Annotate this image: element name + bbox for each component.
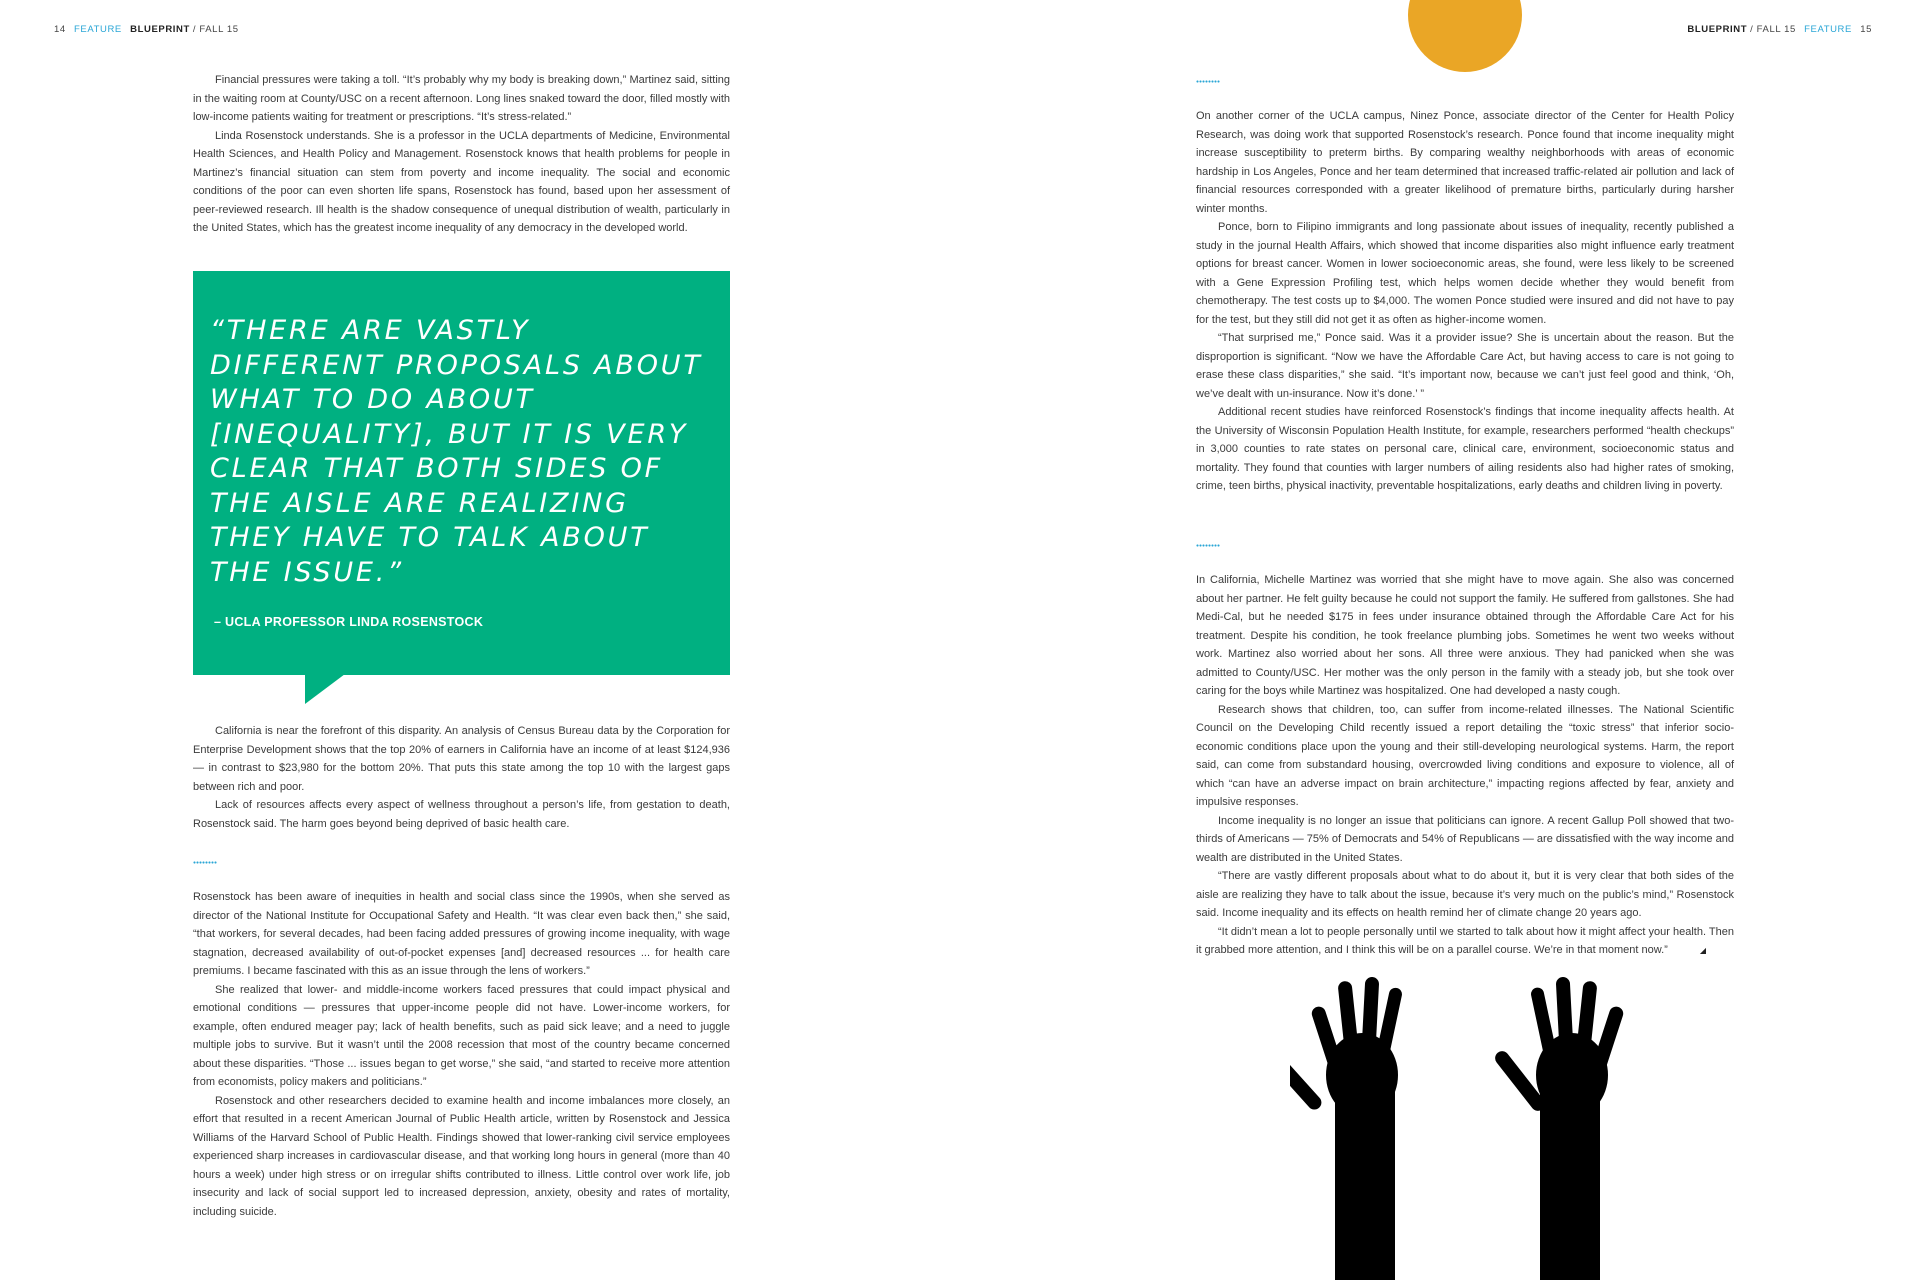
- paragraph: “There are vastly different proposals about what to do about it, but it is very clear that both sides of the aisle are realizing they have to talk about the issue, because it’s very much on the public’s mind,” Rosenstock said. Income inequality and its effects on health remind her of climate change 20 years ago.: [1196, 870, 1734, 919]
- left-column-middle-text: [193, 722, 730, 833]
- issue-label-right: / FALL 15: [1750, 24, 1796, 35]
- paragraph: Rosenstock and other researchers decided to examine health and income imbalances more closely, an effort that resulted in a recent American Journal of Public Health article, written by Rosenstock and Jessica Williams of the Harvard School of Public Health. Findings showed that lower-ranking civil service employees experienced sharp increases in cardiovascular disease, and that working long hours in general (more than 40 hours a week) under high stress or on irregular shifts contributed to illness. Little control over work life, job insecurity and lack of social support led to increased depression, anxiety, obesity and rates of mortality, including suicide.: [193, 1094, 730, 1218]
- sun-circle-illustration: [1408, 0, 1522, 72]
- paragraph: Lack of resources affects every aspect of wellness throughout a person’s life, from gestation to death, Rosenstock said. The harm goes beyond being deprived of basic health care.: [193, 799, 730, 830]
- right-column-top-text: [1196, 107, 1734, 496]
- paragraph: Ponce, born to Filipino immigrants and long passionate about issues of inequality, recently published a study in the journal Health Affairs, which showed that income disparities also might influence early treatment options for breast cancer. Women in lower socioeconomic areas, she found, were less likely to be screened with a Gene Expression Profiling test, which helps women decide whether they would benefit from chemotherapy. The test costs up to $4,000. The women Ponce studied were insured and did not have to pay for the test, but they still did not get it as often as higher-income women.: [1196, 221, 1734, 326]
- magazine-name-left: BLUEPRINT: [130, 24, 190, 35]
- paragraph: California is near the forefront of this disparity. An analysis of Census Bureau data by the Corporation for Enterprise Development shows that the top 20% of earners in California have an income of at least $124,936 — in contrast to $23,980 for the bottom 20%. That puts this state among the top 10 with the largest gaps between rich and poor.: [193, 725, 730, 793]
- paragraph: Income inequality is no longer an issue that politicians can ignore. A recent Gallup Poll showed that two-thirds of Americans — 75% of Democrats and 54% of Republicans — are dissatisfied with the way income and wealth are distributed in the United States.: [1196, 814, 1734, 864]
- left-column-bottom-text: [193, 888, 730, 1221]
- section-divider-dots: [1196, 80, 1220, 83]
- paragraph: Research shows that children, too, can suffer from income-related illnesses. The National Scientific Council on the Developing Child recently issued a report detailing the “toxic stress” that inferior socio-economic conditions place upon the young and their still-developing neurological systems. Harm, the report said, can come from substandard housing, overcrowded living conditions and exposure to violence, all of which “can have an adverse impact on brain architecture,” impacting regions affected by fear, anxiety and impulsive responses.: [1196, 703, 1734, 808]
- section-label-right: FEATURE: [1804, 24, 1852, 35]
- paragraph-text: “It didn’t mean a lot to people personally until we started to talk about how it might affect your health. Then it grabbed more attention, and I think this will be on a parallel course. We’re in that moment now.”: [1196, 925, 1734, 956]
- right-hand-icon: [1492, 977, 1625, 1280]
- paragraph: “That surprised me,” Ponce said. Was it a provider issue? She is uncertain about the reason. But the disproportion is significant. “Now we have the Affordable Care Act, but having access to care is not going to erase these class disparities,” she said. “It’s important now, because we can’t just feel good and think, ‘Oh, we’ve dealt with un-insurance. Now it’s done.’ ”: [1196, 332, 1734, 400]
- magazine-name-right: BLUEPRINT: [1687, 24, 1748, 35]
- paragraph: Financial pressures were taking a toll. “It’s probably why my body is breaking down,” Martinez said, sitting in the waiting room at County/USC on a recent afternoon. Long lines snaked toward the door, filled mostly with low-income patients waiting for treatment or prescriptions. “It’s stress-related.”: [193, 74, 730, 123]
- left-hand-icon: [1290, 977, 1403, 1280]
- pull-quote-tail: [305, 674, 345, 704]
- paragraph: She realized that lower- and middle-income workers faced pressures that could impact physical and emotional conditions — pressures that upper-income people did not have. Lower-income workers, for example, often endured meager pay; lack of health benefits, such as paid sick leave; and a need to juggle multiple jobs to survive. But it wasn’t until the 2008 recession that most of the country became concerned about these disparities. “Those ... issues began to get worse,” she said, “and started to receive more attention from economists, policy makers and politicians.”: [193, 983, 730, 1088]
- paragraph: On another corner of the UCLA campus, Ninez Ponce, associate director of the Center for Health Policy Research, was doing work that supported Rosenstock’s research. Ponce found that income inequality might increase susceptibility to preterm births. By comparing wealthy neighborhoods with areas of economic hardship in Los Angeles, Ponce and her team determined that increased traffic-related air pollution and lack of financial resources corresponded with a greater likelihood of premature births, particularly during harsher winter months.: [1196, 110, 1734, 215]
- paragraph: Rosenstock has been aware of inequities in health and social class since the 1990s, when she served as director of the National Institute for Occupational Safety and Health. “It was clear even back then,” she said, “that workers, for several decades, had been facing added pressures of growing income inequality, with wage stagnation, decreased availability of out-of-pocket expenses [and] decreased resources ... for health care premiums. I became fascinated with this as an issue through the lens of workers.”: [193, 891, 730, 977]
- page-header-left: [54, 24, 239, 35]
- paragraph: Additional recent studies have reinforced Rosenstock’s findings that income inequality affects health. At the University of Wisconsin Population Health Institute, for example, researchers performed “health checkups” in 3,000 counties to rate states on personal care, clinical care, environment, socioeconomic status and mortality. They found that counties with larger numbers of ailing residents also had higher rates of smoking, crime, teen births, physical inactivity, preventable hospitalizations, early deaths and children living in poverty.: [1196, 406, 1734, 492]
- issue-label-left: / FALL 15: [192, 24, 239, 35]
- page-number-left: 14: [54, 24, 66, 35]
- section-divider-dots: [193, 861, 217, 864]
- section-label-left: FEATURE: [74, 24, 122, 35]
- paragraph: In California, Michelle Martinez was worried that she might have to move again. She also was concerned about her partner. He felt guilty because he could not support the family. He suffered from gallstones. She had Medi-Cal, but he needed $175 in fees under insurance obtained through the Affordable Care Act for his treatment. Despite his condition, he took freelance plumbing jobs. Sometimes he went two weeks without work. Martinez also worried about her sons. All three were anxious. They had panicked when she was admitted to County/USC. Her mother was the only person in the family with a steady job, but she took over caring for the boys while Martinez was hospitalized. One had developed a nasty cough.: [1196, 574, 1734, 697]
- right-column-bottom-text: [1196, 571, 1734, 961]
- pull-quote-text: “THERE ARE VASTLY DIFFERENT PROPOSALS ABOUT WHAT TO DO ABOUT [INEQUALITY], BUT IT IS VERY CLEAR THAT BOTH SIDES OF THE AISLE ARE REALIZING THEY HAVE TO TALK ABOUT THE ISSUE.”: [210, 315, 703, 588]
- pull-quote-attribution: – UCLA PROFESSOR LINDA ROSENSTOCK: [214, 615, 484, 629]
- end-mark-icon: ◢: [1699, 946, 1706, 955]
- left-column-top-text: [193, 71, 730, 238]
- paragraph: Linda Rosenstock understands. She is a professor in the UCLA departments of Medicine, Environmental Health Sciences, and Health Policy and Management. Rosenstock knows that health problems for people in Martinez’s financial situation can stem from poverty and income inequality. The social and economic conditions of the poor can even shorten life spans, Rosenstock has found, based upon her assessment of peer-reviewed research. Ill health is the shadow consequence of unequal distribution of wealth, particularly in the United States, which has the greatest income inequality of any democracy in the developed world.: [193, 129, 730, 234]
- section-divider-dots: [1196, 544, 1220, 547]
- page-header-right: [1687, 24, 1872, 35]
- paragraph-last: [1196, 923, 1734, 961]
- raised-hands-icon: [1290, 975, 1650, 1280]
- page-number-right: 15: [1860, 24, 1872, 35]
